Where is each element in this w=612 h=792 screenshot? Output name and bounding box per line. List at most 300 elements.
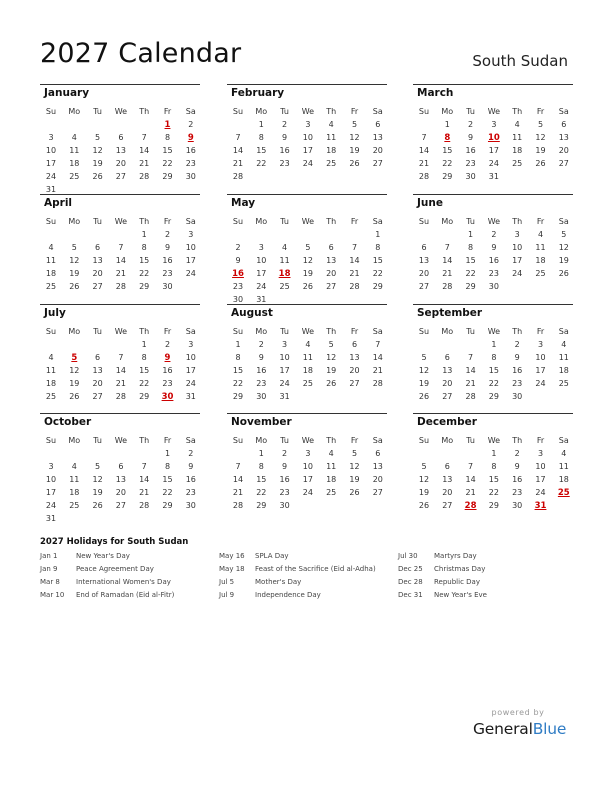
day-cell: 5: [328, 340, 334, 349]
day-cell: 26: [418, 501, 430, 510]
holiday-day-cell: 28: [464, 501, 477, 511]
day-cell: 12: [418, 366, 430, 375]
day-cell: 23: [512, 379, 523, 388]
day-cell: 20: [418, 269, 430, 278]
day-cell: 2: [514, 340, 520, 349]
holiday-date: Jul 9: [219, 591, 235, 599]
day-cell: 13: [92, 366, 103, 375]
day-cell: 2: [164, 230, 171, 239]
day-cell: 7: [444, 243, 450, 252]
weekday-header: Sa: [185, 327, 196, 336]
day-cell: 29: [162, 501, 173, 510]
day-cell: 2: [188, 120, 194, 129]
day-cell: 21: [349, 269, 360, 278]
month-name: May: [231, 197, 256, 209]
weekday-header: Su: [418, 107, 430, 116]
day-cell: 18: [512, 146, 523, 155]
day-cell: 26: [302, 282, 313, 291]
day-cell: 24: [279, 379, 290, 388]
weekday-header: Fr: [536, 217, 545, 226]
day-cell: 14: [442, 256, 453, 265]
day-cell: 8: [141, 353, 147, 362]
day-cell: 14: [349, 256, 360, 265]
day-cell: 27: [349, 379, 360, 388]
weekday-header: We: [114, 327, 128, 336]
day-cell: 3: [537, 340, 544, 349]
day-cell: 4: [328, 120, 334, 129]
month-name: January: [44, 87, 90, 99]
month-divider: [227, 304, 387, 305]
weekday-header: We: [114, 436, 128, 445]
day-cell: 4: [305, 340, 311, 349]
day-cell: 1: [468, 230, 474, 239]
day-cell: 28: [418, 172, 430, 181]
day-cell: 7: [468, 462, 474, 471]
day-cell: 24: [185, 269, 196, 278]
day-cell: 19: [535, 146, 546, 155]
day-cell: 27: [372, 159, 383, 168]
weekday-header: Fr: [536, 327, 545, 336]
holiday-name: Republic Day: [434, 578, 480, 586]
day-cell: 8: [491, 353, 497, 362]
day-cell: 29: [488, 501, 499, 510]
day-cell: 13: [442, 366, 453, 375]
day-cell: 12: [349, 462, 360, 471]
day-cell: 30: [488, 282, 499, 291]
day-cell: 24: [45, 501, 57, 510]
day-cell: 21: [442, 269, 453, 278]
page-title: 2027 Calendar: [40, 38, 242, 69]
weekday-header: Th: [326, 436, 337, 445]
weekday-header: Mo: [68, 107, 81, 116]
day-cell: 17: [256, 269, 267, 278]
holiday-day-cell: 30: [161, 392, 174, 402]
day-cell: 4: [514, 120, 520, 129]
day-cell: 27: [442, 392, 453, 401]
weekday-header: Tu: [466, 107, 475, 116]
weekday-header: Sa: [372, 217, 383, 226]
day-cell: 22: [442, 159, 453, 168]
weekday-header: Fr: [163, 327, 172, 336]
day-cell: 7: [118, 243, 124, 252]
day-cell: 30: [185, 172, 196, 181]
day-cell: 1: [258, 449, 264, 458]
day-cell: 9: [514, 353, 520, 362]
day-cell: 22: [256, 159, 267, 168]
day-cell: 7: [468, 353, 474, 362]
day-cell: 18: [535, 256, 546, 265]
day-cell: 10: [185, 243, 196, 252]
day-cell: 28: [442, 282, 453, 291]
day-cell: 26: [418, 392, 430, 401]
day-cell: 18: [558, 366, 569, 375]
day-cell: 18: [69, 488, 80, 497]
day-cell: 31: [279, 392, 290, 401]
day-cell: 7: [375, 340, 381, 349]
day-cell: 18: [302, 366, 313, 375]
weekday-header: Mo: [68, 327, 81, 336]
holiday-day-cell: 18: [278, 269, 291, 279]
weekday-header: Tu: [280, 217, 289, 226]
weekday-header: Tu: [93, 436, 102, 445]
day-cell: 19: [418, 488, 430, 497]
holiday-name: Christmas Day: [434, 565, 486, 573]
day-cell: 22: [256, 488, 267, 497]
day-cell: 18: [45, 379, 57, 388]
weekday-header: Tu: [93, 107, 102, 116]
day-cell: 7: [118, 353, 124, 362]
day-cell: 8: [164, 133, 171, 142]
day-cell: 12: [535, 133, 546, 142]
weekday-header: Tu: [93, 327, 102, 336]
weekday-header: Sa: [372, 107, 383, 116]
day-cell: 28: [139, 501, 150, 510]
day-cell: 6: [444, 353, 450, 362]
day-cell: 5: [421, 353, 427, 362]
day-cell: 16: [279, 475, 290, 484]
day-cell: 20: [115, 488, 126, 497]
day-cell: 8: [491, 462, 497, 471]
day-cell: 20: [92, 379, 103, 388]
weekday-header: We: [487, 217, 501, 226]
day-cell: 30: [162, 282, 173, 291]
weekday-header: Mo: [68, 436, 81, 445]
day-cell: 16: [162, 366, 173, 375]
day-cell: 31: [256, 295, 267, 304]
day-cell: 15: [139, 256, 150, 265]
day-cell: 21: [115, 269, 126, 278]
day-cell: 14: [465, 366, 476, 375]
holiday-date: Jan 9: [40, 565, 58, 573]
brand-general: General: [473, 720, 533, 738]
weekday-header: Sa: [185, 107, 196, 116]
day-cell: 17: [185, 256, 196, 265]
day-cell: 29: [256, 501, 267, 510]
day-cell: 29: [442, 172, 453, 181]
day-cell: 28: [232, 172, 244, 181]
day-cell: 7: [235, 133, 241, 142]
day-cell: 16: [279, 146, 290, 155]
day-cell: 23: [512, 488, 523, 497]
weekday-header: Mo: [441, 436, 454, 445]
holiday-day-cell: 9: [164, 353, 171, 363]
day-cell: 29: [372, 282, 383, 291]
weekday-header: Sa: [558, 217, 569, 226]
day-cell: 3: [537, 449, 544, 458]
weekday-header: Tu: [280, 327, 289, 336]
weekday-header: Th: [326, 217, 337, 226]
month-divider: [40, 304, 200, 305]
day-cell: 3: [258, 243, 264, 252]
day-cell: 30: [512, 392, 523, 401]
day-cell: 19: [349, 146, 360, 155]
day-cell: 9: [235, 256, 241, 265]
day-cell: 24: [535, 488, 546, 497]
weekday-header: Mo: [255, 436, 268, 445]
day-cell: 11: [279, 256, 290, 265]
weekday-header: Th: [326, 327, 337, 336]
day-cell: 5: [95, 133, 101, 142]
day-cell: 9: [514, 462, 520, 471]
day-cell: 8: [258, 133, 264, 142]
day-cell: 23: [488, 269, 499, 278]
day-cell: 18: [326, 475, 337, 484]
day-cell: 13: [115, 475, 126, 484]
day-cell: 25: [535, 269, 546, 278]
holiday-name: New Year's Day: [76, 552, 130, 560]
day-cell: 5: [351, 449, 358, 458]
day-cell: 28: [232, 501, 244, 510]
holiday-date: Dec 31: [398, 591, 423, 599]
day-cell: 31: [45, 514, 57, 523]
day-cell: 26: [69, 282, 80, 291]
weekday-header: Sa: [558, 327, 569, 336]
day-cell: 23: [465, 159, 476, 168]
weekday-header: Fr: [163, 217, 172, 226]
day-cell: 13: [115, 146, 126, 155]
month-divider: [413, 304, 573, 305]
holiday-name: Feast of the Sacrifice (Eid al-Adha): [255, 565, 376, 573]
day-cell: 23: [256, 379, 267, 388]
day-cell: 1: [258, 120, 264, 129]
day-cell: 15: [442, 146, 453, 155]
day-cell: 4: [71, 462, 77, 471]
day-cell: 15: [488, 475, 499, 484]
day-cell: 28: [139, 172, 150, 181]
day-cell: 12: [349, 133, 360, 142]
month-name: November: [231, 416, 292, 428]
holiday-day-cell: 1: [164, 120, 171, 130]
day-cell: 14: [465, 475, 476, 484]
powered-by-text: powered by: [491, 708, 545, 717]
day-cell: 9: [491, 243, 497, 252]
day-cell: 4: [71, 133, 77, 142]
weekday-header: Mo: [255, 107, 268, 116]
day-cell: 1: [375, 230, 381, 239]
weekday-header: Tu: [93, 217, 102, 226]
weekday-header: Su: [45, 107, 57, 116]
day-cell: 10: [302, 133, 313, 142]
day-cell: 7: [351, 243, 358, 252]
day-cell: 9: [258, 353, 264, 362]
weekday-header: Su: [232, 217, 244, 226]
month-name: April: [44, 197, 73, 209]
month-divider: [227, 194, 387, 195]
day-cell: 19: [92, 159, 103, 168]
day-cell: 3: [305, 120, 311, 129]
day-cell: 3: [282, 340, 288, 349]
day-cell: 25: [512, 159, 523, 168]
holiday-date: May 16: [219, 552, 245, 560]
month-divider: [40, 194, 200, 195]
holiday-name: SPLA Day: [255, 552, 289, 560]
weekday-header: Su: [45, 327, 57, 336]
day-cell: 13: [372, 133, 383, 142]
day-cell: 27: [326, 282, 337, 291]
day-cell: 26: [69, 392, 80, 401]
day-cell: 23: [162, 269, 173, 278]
day-cell: 6: [118, 133, 124, 142]
day-cell: 8: [164, 462, 171, 471]
day-cell: 21: [372, 366, 383, 375]
day-cell: 27: [115, 172, 126, 181]
weekday-header: We: [114, 217, 128, 226]
day-cell: 29: [162, 172, 173, 181]
day-cell: 23: [185, 159, 196, 168]
day-cell: 4: [561, 449, 567, 458]
day-cell: 14: [139, 146, 150, 155]
day-cell: 23: [232, 282, 244, 291]
day-cell: 12: [92, 475, 103, 484]
day-cell: 13: [442, 475, 453, 484]
weekday-header: Tu: [466, 327, 475, 336]
month-name: September: [417, 307, 483, 319]
day-cell: 20: [92, 269, 103, 278]
day-cell: 22: [162, 488, 173, 497]
day-cell: 30: [512, 501, 523, 510]
month-name: December: [417, 416, 477, 428]
month-name: October: [44, 416, 92, 428]
day-cell: 15: [256, 146, 267, 155]
day-cell: 28: [349, 282, 360, 291]
day-cell: 21: [465, 379, 476, 388]
day-cell: 24: [535, 379, 546, 388]
weekday-header: Mo: [441, 327, 454, 336]
day-cell: 27: [92, 392, 103, 401]
weekday-header: Fr: [350, 107, 359, 116]
day-cell: 30: [185, 501, 196, 510]
day-cell: 3: [188, 230, 194, 239]
weekday-header: Su: [418, 327, 430, 336]
day-cell: 1: [141, 230, 147, 239]
weekday-header: We: [301, 436, 315, 445]
holiday-day-cell: 10: [487, 133, 500, 143]
holiday-date: Dec 25: [398, 565, 423, 573]
day-cell: 12: [326, 353, 337, 362]
day-cell: 26: [535, 159, 546, 168]
day-cell: 1: [164, 449, 171, 458]
day-cell: 20: [442, 379, 453, 388]
holiday-date: May 18: [219, 565, 245, 573]
day-cell: 27: [558, 159, 569, 168]
day-cell: 2: [282, 120, 288, 129]
month-divider: [40, 413, 200, 414]
holiday-date: Jul 30: [398, 552, 418, 560]
day-cell: 11: [69, 146, 80, 155]
weekday-header: Sa: [185, 436, 196, 445]
day-cell: 17: [279, 366, 290, 375]
month-name: June: [417, 197, 443, 209]
weekday-header: Th: [512, 217, 523, 226]
day-cell: 5: [561, 230, 567, 239]
day-cell: 13: [558, 133, 569, 142]
day-cell: 22: [465, 269, 476, 278]
day-cell: 22: [139, 269, 150, 278]
weekday-header: Tu: [280, 107, 289, 116]
day-cell: 4: [561, 340, 567, 349]
day-cell: 7: [141, 133, 147, 142]
day-cell: 22: [162, 159, 173, 168]
day-cell: 11: [326, 133, 337, 142]
day-cell: 2: [188, 449, 194, 458]
weekday-header: Su: [232, 107, 244, 116]
weekday-header: Tu: [280, 436, 289, 445]
day-cell: 24: [302, 488, 313, 497]
day-cell: 16: [512, 475, 523, 484]
day-cell: 22: [372, 269, 383, 278]
day-cell: 21: [139, 488, 150, 497]
weekday-header: Fr: [536, 107, 545, 116]
day-cell: 2: [258, 340, 264, 349]
day-cell: 1: [235, 340, 241, 349]
day-cell: 24: [256, 282, 267, 291]
day-cell: 26: [558, 269, 569, 278]
day-cell: 23: [279, 159, 290, 168]
weekday-header: Th: [512, 107, 523, 116]
month-divider: [40, 84, 200, 85]
weekday-header: Fr: [350, 217, 359, 226]
day-cell: 4: [328, 449, 334, 458]
weekday-header: Mo: [441, 217, 454, 226]
weekday-header: Th: [139, 327, 150, 336]
day-cell: 16: [162, 256, 173, 265]
day-cell: 9: [468, 133, 474, 142]
day-cell: 12: [92, 146, 103, 155]
brand-logo[interactable]: [473, 720, 566, 738]
holiday-date: Jul 5: [219, 578, 235, 586]
day-cell: 13: [372, 462, 383, 471]
day-cell: 25: [69, 172, 80, 181]
holiday-day-cell: 5: [71, 353, 78, 363]
day-cell: 19: [349, 475, 360, 484]
weekday-header: Mo: [255, 327, 268, 336]
day-cell: 8: [141, 243, 147, 252]
weekday-header: Tu: [466, 217, 475, 226]
day-cell: 6: [561, 120, 567, 129]
day-cell: 15: [256, 475, 267, 484]
day-cell: 28: [115, 392, 126, 401]
day-cell: 20: [558, 146, 569, 155]
day-cell: 22: [488, 488, 499, 497]
day-cell: 25: [45, 392, 57, 401]
weekday-header: Sa: [558, 107, 569, 116]
day-cell: 2: [235, 243, 241, 252]
holiday-name: Peace Agreement Day: [76, 565, 154, 573]
day-cell: 11: [302, 353, 313, 362]
weekday-header: Su: [45, 436, 57, 445]
day-cell: 29: [139, 282, 150, 291]
day-cell: 29: [139, 392, 150, 401]
country-name: South Sudan: [472, 52, 568, 70]
day-cell: 19: [302, 269, 313, 278]
day-cell: 17: [302, 475, 313, 484]
day-cell: 25: [302, 379, 313, 388]
day-cell: 19: [92, 488, 103, 497]
day-cell: 26: [349, 488, 360, 497]
day-cell: 9: [282, 133, 288, 142]
day-cell: 27: [115, 501, 126, 510]
holiday-day-cell: 31: [534, 501, 547, 511]
day-cell: 11: [45, 366, 57, 375]
weekday-header: Sa: [372, 327, 383, 336]
weekday-header: Sa: [185, 217, 196, 226]
day-cell: 25: [558, 379, 569, 388]
day-cell: 23: [185, 488, 196, 497]
day-cell: 30: [232, 295, 244, 304]
day-cell: 12: [69, 366, 80, 375]
day-cell: 14: [232, 146, 244, 155]
holiday-name: New Year's Eve: [434, 591, 487, 599]
